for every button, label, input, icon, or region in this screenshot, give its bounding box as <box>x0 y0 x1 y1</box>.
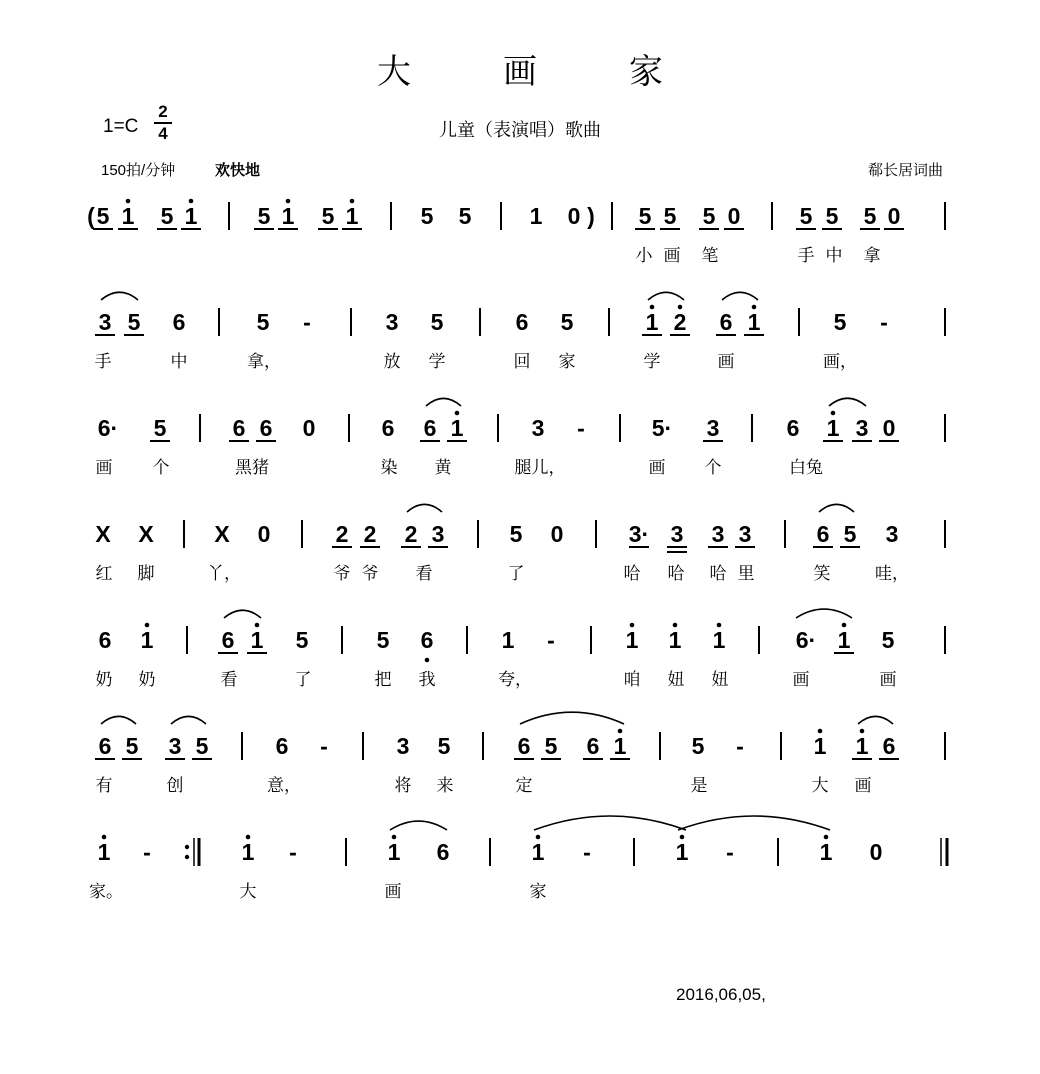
lyric: 画， <box>823 352 857 372</box>
lyric: 画 <box>384 882 402 902</box>
note: 5 <box>825 203 839 229</box>
lyric: 妞 <box>711 670 729 690</box>
lyric: 把 <box>374 670 392 690</box>
note: 1 <box>97 839 111 865</box>
note: 5 <box>321 203 335 229</box>
note: 1 <box>184 203 198 229</box>
octave-dot-high <box>145 623 150 628</box>
note: 3 <box>885 521 899 547</box>
note: 1 <box>121 203 135 229</box>
note: 5 <box>420 203 434 229</box>
note: 5 <box>256 309 270 335</box>
note: 1 <box>529 203 543 229</box>
note: 5 <box>509 521 523 547</box>
lyric: 手 <box>797 246 815 266</box>
lyric: 画 <box>95 458 113 478</box>
octave-dot-high <box>680 835 685 840</box>
lyric: 咱 <box>623 670 641 690</box>
note: 0 <box>727 203 741 229</box>
note: 6 <box>98 733 112 759</box>
lyric: 奶 <box>138 670 156 690</box>
note: ( <box>87 203 95 229</box>
slur <box>678 816 830 830</box>
note: 6 <box>517 733 531 759</box>
note: 1 <box>140 627 154 653</box>
title-char: 大 <box>377 53 411 91</box>
note: 5 <box>843 521 857 547</box>
note: 3· <box>628 521 650 547</box>
lyric: 中 <box>170 352 188 372</box>
note: 3 <box>855 415 869 441</box>
note: 0 <box>257 521 271 547</box>
note: - <box>289 839 297 865</box>
note: 3 <box>431 521 445 547</box>
note: 6 <box>232 415 246 441</box>
note: 5 <box>799 203 813 229</box>
note: 3 <box>706 415 720 441</box>
note: 1 <box>837 627 851 653</box>
note: 3 <box>396 733 410 759</box>
slur <box>407 504 442 512</box>
octave-dot-high <box>824 835 829 840</box>
note: 1 <box>855 733 869 759</box>
lyric: 黑猪 <box>235 458 269 478</box>
lyric: 意， <box>267 776 301 796</box>
note: 6· <box>795 627 817 653</box>
note: 6 <box>882 733 896 759</box>
lyric: 有 <box>95 776 113 796</box>
lyric: 中 <box>825 246 843 266</box>
lyric: 画 <box>792 670 810 690</box>
slur <box>390 821 447 830</box>
lyric: 妞 <box>667 670 685 690</box>
note: 1 <box>675 839 689 865</box>
octave-dot-high <box>860 729 865 734</box>
note: 3 <box>531 415 545 441</box>
slur <box>796 609 852 618</box>
repeat-dot <box>185 855 189 859</box>
lyric: 大 <box>239 882 257 902</box>
slur <box>426 398 461 406</box>
lyric: 笑 <box>813 564 831 584</box>
note: 1 <box>531 839 545 865</box>
lyric: 夸， <box>498 670 532 690</box>
note: 3 <box>711 521 725 547</box>
lyric: 手 <box>94 352 112 372</box>
octave-dot-high <box>650 305 655 310</box>
note: 2 <box>404 521 418 547</box>
lyric: 回 <box>513 352 531 372</box>
slur <box>101 716 136 724</box>
note: 1 <box>613 733 627 759</box>
lyric: 大 <box>811 776 829 796</box>
octave-dot-high <box>255 623 260 628</box>
lyric: 定 <box>515 776 533 796</box>
note: 5 <box>833 309 847 335</box>
note: - <box>547 627 555 653</box>
octave-dot-high <box>246 835 251 840</box>
lyric: 将 <box>394 776 412 796</box>
note: 5· <box>651 415 673 441</box>
note: - <box>143 839 151 865</box>
note: 6 <box>172 309 186 335</box>
octave-dot-high <box>286 199 291 204</box>
note: 1 <box>250 627 264 653</box>
note: - <box>880 309 888 335</box>
note: 6· <box>97 415 119 441</box>
octave-dot-high <box>678 305 683 310</box>
note: 6 <box>420 627 434 653</box>
octave-dot-high <box>102 835 107 840</box>
slur <box>858 716 893 724</box>
slur <box>520 712 624 724</box>
note: 1 <box>813 733 827 759</box>
note: 1 <box>387 839 401 865</box>
note: - <box>303 309 311 335</box>
octave-dot-high <box>842 623 847 628</box>
note: 5 <box>125 733 139 759</box>
lyric: 笔 <box>701 246 719 266</box>
note: 3 <box>670 521 684 547</box>
note: 5 <box>160 203 174 229</box>
note: X <box>95 521 111 547</box>
note: - <box>736 733 744 759</box>
note: 1 <box>501 627 515 653</box>
lyric: 学 <box>643 352 661 372</box>
note: 5 <box>863 203 877 229</box>
note: 5 <box>544 733 558 759</box>
note: 0 <box>869 839 883 865</box>
octave-dot-high <box>831 411 836 416</box>
lyric: 家。 <box>89 882 123 902</box>
date-stamp: 2016,06,05, <box>676 985 766 1004</box>
lyric: 奶 <box>95 670 113 690</box>
note: 5 <box>376 627 390 653</box>
lyric: 拿 <box>863 246 881 266</box>
lyric: 红 <box>95 564 113 584</box>
lyric: 家 <box>529 882 547 902</box>
note: - <box>583 839 591 865</box>
note: 3 <box>98 309 112 335</box>
lyric: 丫， <box>207 564 241 584</box>
note: 2 <box>673 309 687 335</box>
octave-dot-high <box>717 623 722 628</box>
note: 1 <box>712 627 726 653</box>
note: ) <box>587 203 595 229</box>
slur <box>819 504 854 512</box>
lyric: 看 <box>220 670 238 690</box>
note: 5 <box>430 309 444 335</box>
time-signature-bottom: 4 <box>158 124 168 143</box>
note: 5 <box>153 415 167 441</box>
lyric: 家 <box>558 352 576 372</box>
lyric: 爷 <box>333 564 351 584</box>
octave-dot-high <box>126 199 131 204</box>
note: 5 <box>96 203 110 229</box>
lyric: 哈 <box>667 564 685 584</box>
expression-marking: 欢快地 <box>215 162 261 179</box>
note: 0 <box>302 415 316 441</box>
lyric: 里 <box>737 564 755 584</box>
octave-dot-high <box>455 411 460 416</box>
lyric: 我 <box>418 670 436 690</box>
note: 1 <box>819 839 833 865</box>
octave-dot-high <box>189 199 194 204</box>
lyric: 腿儿， <box>514 458 566 478</box>
note: 6 <box>259 415 273 441</box>
lyric: 看 <box>415 564 433 584</box>
octave-dot-low <box>425 658 430 663</box>
lyric: 来 <box>436 776 454 796</box>
note: 6 <box>221 627 235 653</box>
note: 3 <box>738 521 752 547</box>
lyric: 个 <box>704 458 722 478</box>
octave-dot-high <box>673 623 678 628</box>
lyric: 放 <box>383 352 401 372</box>
note: 1 <box>281 203 295 229</box>
lyric: 画 <box>648 458 666 478</box>
lyric: 黄 <box>434 458 452 478</box>
octave-dot-high <box>350 199 355 204</box>
note: 5 <box>638 203 652 229</box>
octave-dot-high <box>618 729 623 734</box>
note: 1 <box>645 309 659 335</box>
lyric: 染 <box>380 458 398 478</box>
note: 3 <box>168 733 182 759</box>
note: 6 <box>515 309 529 335</box>
note: 6 <box>786 415 800 441</box>
lyric: 学 <box>428 352 446 372</box>
note: 6 <box>719 309 733 335</box>
note: 5 <box>691 733 705 759</box>
octave-dot-high <box>536 835 541 840</box>
note: 0 <box>882 415 896 441</box>
note: 5 <box>881 627 895 653</box>
note: 1 <box>450 415 464 441</box>
tempo-marking: 150拍/分钟 <box>101 162 176 179</box>
lyric: 了 <box>507 564 525 584</box>
note: 5 <box>295 627 309 653</box>
lyric: 创 <box>166 776 184 796</box>
note: X <box>138 521 154 547</box>
note: 5 <box>560 309 574 335</box>
note: 5 <box>458 203 472 229</box>
note: 0 <box>887 203 901 229</box>
lyric: 小 <box>635 246 653 266</box>
composer-credit: 郗长居词曲 <box>867 162 943 179</box>
lyric: 哈 <box>623 564 641 584</box>
octave-dot-high <box>630 623 635 628</box>
note: 6 <box>98 627 112 653</box>
slur <box>534 816 686 830</box>
note: 5 <box>663 203 677 229</box>
note: - <box>320 733 328 759</box>
time-signature-top: 2 <box>158 102 168 121</box>
lyric: 画 <box>879 670 897 690</box>
slur <box>171 716 206 724</box>
title-char: 家 <box>629 53 663 91</box>
lyric: 爷 <box>361 564 379 584</box>
note: 6 <box>423 415 437 441</box>
lyric: 画 <box>717 352 735 372</box>
note: 5 <box>195 733 209 759</box>
note: 6 <box>275 733 289 759</box>
repeat-dot <box>185 845 189 849</box>
note: - <box>577 415 585 441</box>
lyric: 白兔 <box>789 458 823 478</box>
note: X <box>214 521 230 547</box>
title-char: 画 <box>503 53 537 91</box>
lyric: 脚 <box>137 564 155 584</box>
lyric: 哇， <box>875 564 909 584</box>
lyric: 拿， <box>247 352 281 372</box>
note: 0 <box>567 203 581 229</box>
lyric: 个 <box>152 458 170 478</box>
lyric: 了 <box>294 670 312 690</box>
note: 1 <box>826 415 840 441</box>
lyric: 哈 <box>709 564 727 584</box>
note: 6 <box>381 415 395 441</box>
note: 1 <box>241 839 255 865</box>
key-signature: 1=C <box>103 116 139 137</box>
lyric: 画 <box>663 246 681 266</box>
note: - <box>726 839 734 865</box>
note: 5 <box>127 309 141 335</box>
note: 3 <box>385 309 399 335</box>
note: 6 <box>436 839 450 865</box>
note: 5 <box>257 203 271 229</box>
song-subtitle: 儿童（表演唱）歌曲 <box>439 120 601 140</box>
note: 5 <box>437 733 451 759</box>
octave-dot-high <box>818 729 823 734</box>
note: 6 <box>586 733 600 759</box>
slur <box>224 610 261 618</box>
note: 6 <box>816 521 830 547</box>
note: 2 <box>335 521 349 547</box>
note: 1 <box>625 627 639 653</box>
slur <box>722 292 758 300</box>
octave-dot-high <box>752 305 757 310</box>
slur <box>829 398 866 406</box>
note: 1 <box>747 309 761 335</box>
slur <box>101 292 138 300</box>
note: 2 <box>363 521 377 547</box>
lyric: 是 <box>690 776 708 796</box>
slur <box>648 292 684 300</box>
lyric: 画 <box>854 776 872 796</box>
note: 5 <box>702 203 716 229</box>
note: 1 <box>668 627 682 653</box>
note: 0 <box>550 521 564 547</box>
note: 1 <box>345 203 359 229</box>
octave-dot-high <box>392 835 397 840</box>
